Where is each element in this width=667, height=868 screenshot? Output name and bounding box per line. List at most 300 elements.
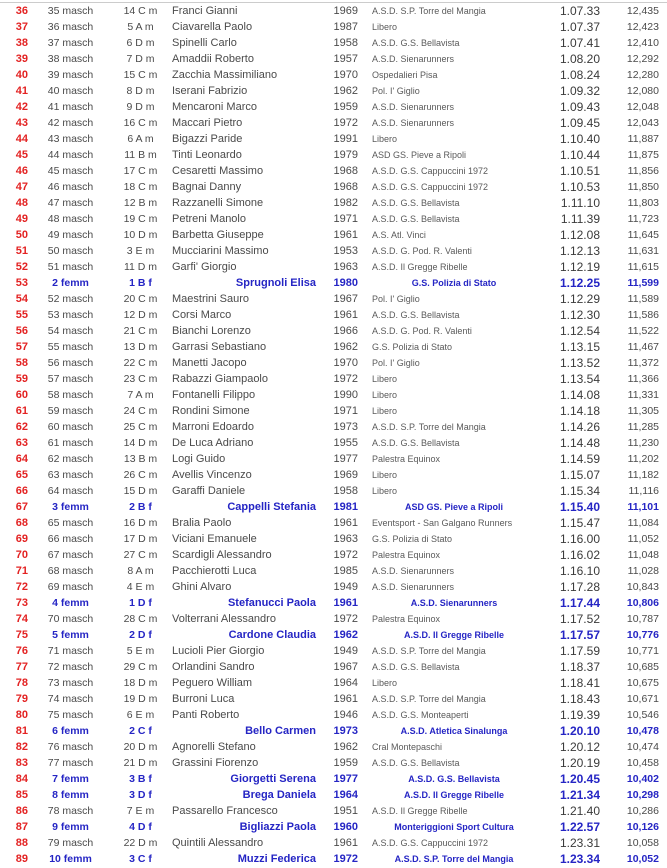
birth-year: 1958 xyxy=(333,485,358,497)
birth-year: 1961 xyxy=(333,229,358,241)
team-name: A.S.D. S.P. Torre del Mangia xyxy=(372,646,486,656)
birth-year: 1964 xyxy=(333,789,358,801)
finish-time: 1.10.44 xyxy=(559,148,600,162)
overall-position: 57 xyxy=(15,341,28,353)
category-code: 2 B f xyxy=(129,501,152,513)
team-name: Ospedalieri Pisa xyxy=(372,70,438,80)
team-name: A.S.D. Sienarunners xyxy=(372,102,455,112)
result-row xyxy=(0,147,667,163)
athlete-name: Ghini Alvaro xyxy=(172,581,232,593)
result-row xyxy=(0,179,667,195)
points: 11,803 xyxy=(627,197,659,209)
points: 12,080 xyxy=(626,85,659,97)
result-row xyxy=(0,675,667,691)
team-name: Pol. I' Giglio xyxy=(372,358,420,368)
points: 11,230 xyxy=(627,437,659,449)
finish-time: 1.21.34 xyxy=(559,788,600,802)
athlete-name: Bigazzi Paride xyxy=(172,133,243,145)
birth-year: 1973 xyxy=(333,421,358,433)
points: 10,126 xyxy=(626,821,659,833)
team-name: Pol. I' Giglio xyxy=(372,86,420,96)
category-position: 66 masch xyxy=(47,533,94,545)
finish-time: 1.15.07 xyxy=(559,468,600,482)
category-code: 3 B f xyxy=(129,773,152,785)
result-row xyxy=(0,291,667,307)
category-position: 77 masch xyxy=(47,757,94,769)
points: 11,028 xyxy=(627,565,659,577)
team-name: G.S. Polizia di Stato xyxy=(372,342,453,352)
athlete-name: Burroni Luca xyxy=(172,693,235,705)
category-position: 39 masch xyxy=(47,69,94,81)
points: 11,182 xyxy=(627,469,659,481)
points: 10,458 xyxy=(626,757,659,769)
category-position: 59 masch xyxy=(47,405,94,417)
points: 10,478 xyxy=(626,725,659,737)
result-row xyxy=(0,851,667,867)
category-code: 23 C m xyxy=(123,373,158,385)
points: 10,787 xyxy=(626,613,659,625)
finish-time: 1.20.45 xyxy=(559,772,600,786)
finish-time: 1.12.19 xyxy=(559,260,600,274)
category-code: 16 D m xyxy=(123,517,158,529)
athlete-name: Cardone Claudia xyxy=(228,629,316,641)
athlete-name: Lucioli Pier Giorgio xyxy=(172,645,265,657)
category-code: 14 D m xyxy=(123,437,158,449)
overall-position: 59 xyxy=(15,373,28,385)
category-code: 18 C m xyxy=(123,181,158,193)
points: 10,671 xyxy=(626,693,659,705)
result-row xyxy=(0,99,667,115)
result-row xyxy=(0,307,667,323)
points: 10,058 xyxy=(626,837,659,849)
birth-year: 1969 xyxy=(333,469,358,481)
team-name: G.S. Polizia di Stato xyxy=(372,534,453,544)
category-position: 10 femm xyxy=(49,853,92,865)
category-position: 56 masch xyxy=(47,357,94,369)
finish-time: 1.12.30 xyxy=(559,308,600,322)
finish-time: 1.12.25 xyxy=(559,276,600,290)
category-position: 55 masch xyxy=(47,341,94,353)
points: 11,084 xyxy=(627,517,659,529)
team-name: A.S.D. Atletica Sinalunga xyxy=(400,726,508,736)
team-name: A.S.D. Sienarunners xyxy=(372,54,455,64)
points: 11,887 xyxy=(627,133,659,145)
category-code: 5 A m xyxy=(127,21,154,33)
overall-position: 78 xyxy=(15,677,28,689)
birth-year: 1959 xyxy=(333,757,358,769)
finish-time: 1.12.08 xyxy=(559,228,600,242)
category-position: 61 masch xyxy=(47,437,94,449)
overall-position: 56 xyxy=(15,325,28,337)
overall-position: 80 xyxy=(15,709,28,721)
result-row xyxy=(0,483,667,499)
overall-position: 41 xyxy=(15,85,28,97)
points: 11,366 xyxy=(627,373,659,385)
result-row xyxy=(0,531,667,547)
category-code: 22 C m xyxy=(123,357,158,369)
birth-year: 1962 xyxy=(333,629,358,641)
result-row xyxy=(0,67,667,83)
overall-position: 62 xyxy=(15,421,28,433)
category-position: 40 masch xyxy=(47,85,94,97)
team-name: A.S.D. G.S. Cappuccini 1972 xyxy=(372,838,489,848)
birth-year: 1967 xyxy=(333,293,358,305)
category-code: 19 D m xyxy=(123,693,158,705)
points: 11,052 xyxy=(627,533,659,545)
birth-year: 1977 xyxy=(333,453,358,465)
team-name: A.S.D. G.S. Cappuccini 1972 xyxy=(372,166,489,176)
finish-time: 1.18.41 xyxy=(559,676,600,690)
category-code: 20 D m xyxy=(123,741,158,753)
finish-time: 1.09.32 xyxy=(559,84,600,98)
finish-time: 1.23.31 xyxy=(559,836,600,850)
athlete-name: Logi Guido xyxy=(172,453,226,465)
category-code: 12 B m xyxy=(123,197,158,209)
team-name: A.S.D. Il Gregge Ribelle xyxy=(372,806,468,816)
athlete-name: Amaddii Roberto xyxy=(172,53,254,65)
header-divider-line xyxy=(0,2,667,3)
overall-position: 65 xyxy=(15,469,28,481)
overall-position: 48 xyxy=(15,197,28,209)
overall-position: 84 xyxy=(15,773,28,785)
result-row xyxy=(0,659,667,675)
finish-time: 1.10.53 xyxy=(559,180,600,194)
category-code: 3 D f xyxy=(129,789,152,801)
team-name: A.S.D. Sienarunners xyxy=(372,118,455,128)
result-row xyxy=(0,83,667,99)
result-row xyxy=(0,243,667,259)
finish-time: 1.07.33 xyxy=(559,4,600,18)
category-code: 13 B m xyxy=(123,453,158,465)
athlete-name: Passarello Francesco xyxy=(172,805,278,817)
category-code: 9 D m xyxy=(126,101,155,113)
birth-year: 1957 xyxy=(333,53,358,65)
finish-time: 1.14.48 xyxy=(559,436,600,450)
result-row xyxy=(0,211,667,227)
category-code: 21 D m xyxy=(123,757,158,769)
category-code: 7 D m xyxy=(126,53,155,65)
category-position: 5 femm xyxy=(52,629,89,641)
points: 11,599 xyxy=(627,277,659,289)
points: 12,280 xyxy=(626,69,659,81)
category-code: 8 D m xyxy=(126,85,155,97)
birth-year: 1985 xyxy=(333,565,358,577)
athlete-name: Bagnai Danny xyxy=(172,181,242,193)
overall-position: 82 xyxy=(15,741,28,753)
birth-year: 1962 xyxy=(333,341,358,353)
result-row xyxy=(0,723,667,739)
points: 12,435 xyxy=(626,5,659,17)
category-code: 2 D f xyxy=(129,629,152,641)
athlete-name: Maccari Pietro xyxy=(172,117,243,129)
result-row xyxy=(0,691,667,707)
birth-year: 1961 xyxy=(333,309,358,321)
overall-position: 52 xyxy=(15,261,28,273)
category-position: 51 masch xyxy=(47,261,94,273)
athlete-name: Corsi Marco xyxy=(172,309,232,321)
birth-year: 1961 xyxy=(333,517,358,529)
athlete-name: Sprugnoli Elisa xyxy=(235,277,316,289)
athlete-name: Grassini Fiorenzo xyxy=(172,757,259,769)
team-name: Libero xyxy=(372,678,398,688)
birth-year: 1980 xyxy=(333,277,358,289)
category-position: 65 masch xyxy=(47,517,94,529)
birth-year: 1991 xyxy=(333,133,358,145)
category-code: 12 D m xyxy=(123,309,158,321)
birth-year: 1961 xyxy=(333,597,358,609)
team-name: Libero xyxy=(372,134,398,144)
birth-year: 1971 xyxy=(333,405,358,417)
category-position: 68 masch xyxy=(47,565,94,577)
athlete-name: Bianchi Lorenzo xyxy=(172,325,251,337)
category-position: 50 masch xyxy=(47,245,94,257)
finish-time: 1.07.41 xyxy=(559,36,600,50)
birth-year: 1969 xyxy=(333,5,358,17)
athlete-name: Volterrani Alessandro xyxy=(172,613,276,625)
result-row xyxy=(0,787,667,803)
overall-position: 61 xyxy=(15,405,28,417)
birth-year: 1970 xyxy=(333,357,358,369)
points: 10,286 xyxy=(626,805,659,817)
category-position: 63 masch xyxy=(47,469,94,481)
category-code: 6 D m xyxy=(126,37,155,49)
overall-position: 85 xyxy=(15,789,28,801)
athlete-name: Mucciarini Massimo xyxy=(172,245,269,257)
birth-year: 1972 xyxy=(333,117,358,129)
overall-position: 83 xyxy=(15,757,28,769)
team-name: Palestra Equinox xyxy=(372,550,441,560)
result-row xyxy=(0,707,667,723)
category-position: 57 masch xyxy=(47,373,94,385)
overall-position: 39 xyxy=(15,53,28,65)
category-position: 48 masch xyxy=(47,213,94,225)
points: 10,806 xyxy=(626,597,659,609)
team-name: ASD GS. Pieve a Ripoli xyxy=(404,502,504,512)
category-code: 28 C m xyxy=(123,613,158,625)
points: 11,305 xyxy=(627,405,659,417)
overall-position: 75 xyxy=(15,629,28,641)
overall-position: 54 xyxy=(15,293,28,305)
category-position: 69 masch xyxy=(47,581,94,593)
points: 10,675 xyxy=(626,677,659,689)
points: 11,631 xyxy=(627,245,659,257)
points: 11,589 xyxy=(627,293,659,305)
category-position: 58 masch xyxy=(47,389,94,401)
birth-year: 1990 xyxy=(333,389,358,401)
points: 10,474 xyxy=(626,741,659,753)
points: 11,875 xyxy=(627,149,659,161)
team-name: Libero xyxy=(372,406,398,416)
overall-position: 44 xyxy=(15,133,28,145)
birth-year: 1972 xyxy=(333,373,358,385)
category-position: 76 masch xyxy=(47,741,94,753)
category-code: 4 D f xyxy=(129,821,152,833)
points: 11,202 xyxy=(627,453,659,465)
team-name: A.S.D. G.S. Bellavista xyxy=(372,758,460,768)
overall-position: 86 xyxy=(15,805,28,817)
athlete-name: Pacchierotti Luca xyxy=(172,565,257,577)
birth-year: 1966 xyxy=(333,325,358,337)
points: 11,522 xyxy=(627,325,659,337)
athlete-name: Bigliazzi Paola xyxy=(239,821,316,833)
overall-position: 42 xyxy=(15,101,28,113)
team-name: G.S. Polizia di Stato xyxy=(411,278,497,288)
category-code: 6 A m xyxy=(127,133,154,145)
finish-time: 1.19.39 xyxy=(559,708,600,722)
points: 11,048 xyxy=(627,549,659,561)
points: 11,615 xyxy=(627,261,659,273)
birth-year: 1972 xyxy=(333,613,358,625)
birth-year: 1964 xyxy=(333,677,358,689)
birth-year: 1961 xyxy=(333,693,358,705)
result-row xyxy=(0,275,667,291)
category-position: 54 masch xyxy=(47,325,94,337)
points: 11,850 xyxy=(627,181,659,193)
athlete-name: Muzzi Federica xyxy=(237,853,316,865)
points: 11,101 xyxy=(627,501,659,513)
finish-time: 1.15.47 xyxy=(559,516,600,530)
points: 12,292 xyxy=(626,53,659,65)
overall-position: 89 xyxy=(15,853,28,865)
category-position: 35 masch xyxy=(47,5,94,17)
points: 10,546 xyxy=(626,709,659,721)
birth-year: 1977 xyxy=(333,773,358,785)
finish-time: 1.08.20 xyxy=(559,52,600,66)
team-name: A.S.D. S.P. Torre del Mangia xyxy=(372,422,486,432)
category-code: 17 D m xyxy=(123,533,158,545)
finish-time: 1.17.59 xyxy=(559,644,600,658)
birth-year: 1982 xyxy=(333,197,358,209)
team-name: A.S.D. Il Gregge Ribelle xyxy=(372,262,468,272)
team-name: Palestra Equinox xyxy=(372,454,441,464)
team-name: A.S.D. Sienarunners xyxy=(372,566,455,576)
category-position: 72 masch xyxy=(47,661,94,673)
category-position: 79 masch xyxy=(47,837,94,849)
category-code: 1 D f xyxy=(129,597,152,609)
points: 11,645 xyxy=(627,229,659,241)
overall-position: 74 xyxy=(15,613,28,625)
result-row xyxy=(0,627,667,643)
category-position: 53 masch xyxy=(47,309,94,321)
birth-year: 1963 xyxy=(333,533,358,545)
overall-position: 68 xyxy=(15,517,28,529)
category-position: 74 masch xyxy=(47,693,94,705)
athlete-name: Garaffi Daniele xyxy=(172,485,246,497)
birth-year: 1949 xyxy=(333,581,358,593)
finish-time: 1.11.39 xyxy=(560,212,600,226)
overall-position: 69 xyxy=(15,533,28,545)
team-name: A.S.D. G.S. Bellavista xyxy=(372,198,460,208)
finish-time: 1.10.51 xyxy=(559,164,600,178)
category-code: 19 C m xyxy=(123,213,158,225)
result-row xyxy=(0,339,667,355)
athlete-name: Orlandini Sandro xyxy=(172,661,255,673)
team-name: A.S.D. G.S. Monteaperti xyxy=(372,710,469,720)
result-row xyxy=(0,51,667,67)
points: 10,685 xyxy=(626,661,659,673)
category-position: 49 masch xyxy=(47,229,94,241)
overall-position: 60 xyxy=(15,389,28,401)
category-code: 20 C m xyxy=(123,293,158,305)
athlete-name: Panti Roberto xyxy=(172,709,240,721)
finish-time: 1.17.28 xyxy=(559,580,600,594)
birth-year: 1946 xyxy=(333,709,358,721)
athlete-name: Cesaretti Massimo xyxy=(172,165,264,177)
category-code: 26 C m xyxy=(123,469,158,481)
overall-position: 51 xyxy=(15,245,28,257)
overall-position: 43 xyxy=(15,117,28,129)
team-name: Palestra Equinox xyxy=(372,614,441,624)
finish-time: 1.17.57 xyxy=(559,628,600,642)
result-row xyxy=(0,755,667,771)
points: 12,048 xyxy=(626,101,659,113)
team-name: A.S.D. G.S. Bellavista xyxy=(372,310,460,320)
result-row xyxy=(0,595,667,611)
athlete-name: Garfi' Giorgio xyxy=(172,261,237,273)
athlete-name: Giorgetti Serena xyxy=(230,773,316,785)
athlete-name: Quintili Alessandro xyxy=(172,837,264,849)
category-position: 60 masch xyxy=(47,421,94,433)
points: 12,043 xyxy=(626,117,659,129)
team-name: Libero xyxy=(372,486,398,496)
team-name: A.S.D. G.S. Cappuccini 1972 xyxy=(372,182,489,192)
team-name: A.S.D. G.S. Bellavista xyxy=(372,662,460,672)
finish-time: 1.20.10 xyxy=(559,724,600,738)
finish-time: 1.16.10 xyxy=(559,564,600,578)
category-position: 3 femm xyxy=(52,501,89,513)
category-position: 44 masch xyxy=(47,149,94,161)
points: 12,410 xyxy=(626,37,659,49)
athlete-name: Mencaroni Marco xyxy=(172,101,257,113)
team-name: A.S.D. S.P. Torre del Mangia xyxy=(394,854,514,864)
finish-time: 1.20.12 xyxy=(559,740,600,754)
result-row xyxy=(0,643,667,659)
results-table xyxy=(0,3,667,867)
team-name: Libero xyxy=(372,22,398,32)
overall-position: 81 xyxy=(15,725,28,737)
category-code: 11 D m xyxy=(123,261,158,273)
result-row xyxy=(0,451,667,467)
finish-time: 1.11.10 xyxy=(560,196,600,210)
category-code: 3 C f xyxy=(129,853,152,865)
category-code: 25 C m xyxy=(123,421,158,433)
athlete-name: Barbetta Giuseppe xyxy=(172,229,264,241)
result-row xyxy=(0,435,667,451)
category-code: 1 B f xyxy=(129,277,152,289)
finish-time: 1.09.45 xyxy=(559,116,600,130)
category-position: 78 masch xyxy=(47,805,94,817)
birth-year: 1953 xyxy=(333,245,358,257)
category-position: 8 femm xyxy=(52,789,89,801)
athlete-name: Peguero William xyxy=(172,677,253,689)
finish-time: 1.17.44 xyxy=(559,596,600,610)
athlete-name: Petreni Manolo xyxy=(172,213,246,225)
birth-year: 1963 xyxy=(333,261,358,273)
athlete-name: Maestrini Sauro xyxy=(172,293,250,305)
finish-time: 1.18.43 xyxy=(559,692,600,706)
category-code: 22 D m xyxy=(123,837,158,849)
athlete-name: Razzanelli Simone xyxy=(172,197,264,209)
birth-year: 1972 xyxy=(333,549,358,561)
category-code: 29 C m xyxy=(123,661,158,673)
birth-year: 1958 xyxy=(333,37,358,49)
birth-year: 1970 xyxy=(333,69,358,81)
finish-time: 1.15.34 xyxy=(559,484,600,498)
result-row xyxy=(0,403,667,419)
overall-position: 76 xyxy=(15,645,28,657)
category-position: 9 femm xyxy=(52,821,89,833)
result-row xyxy=(0,195,667,211)
